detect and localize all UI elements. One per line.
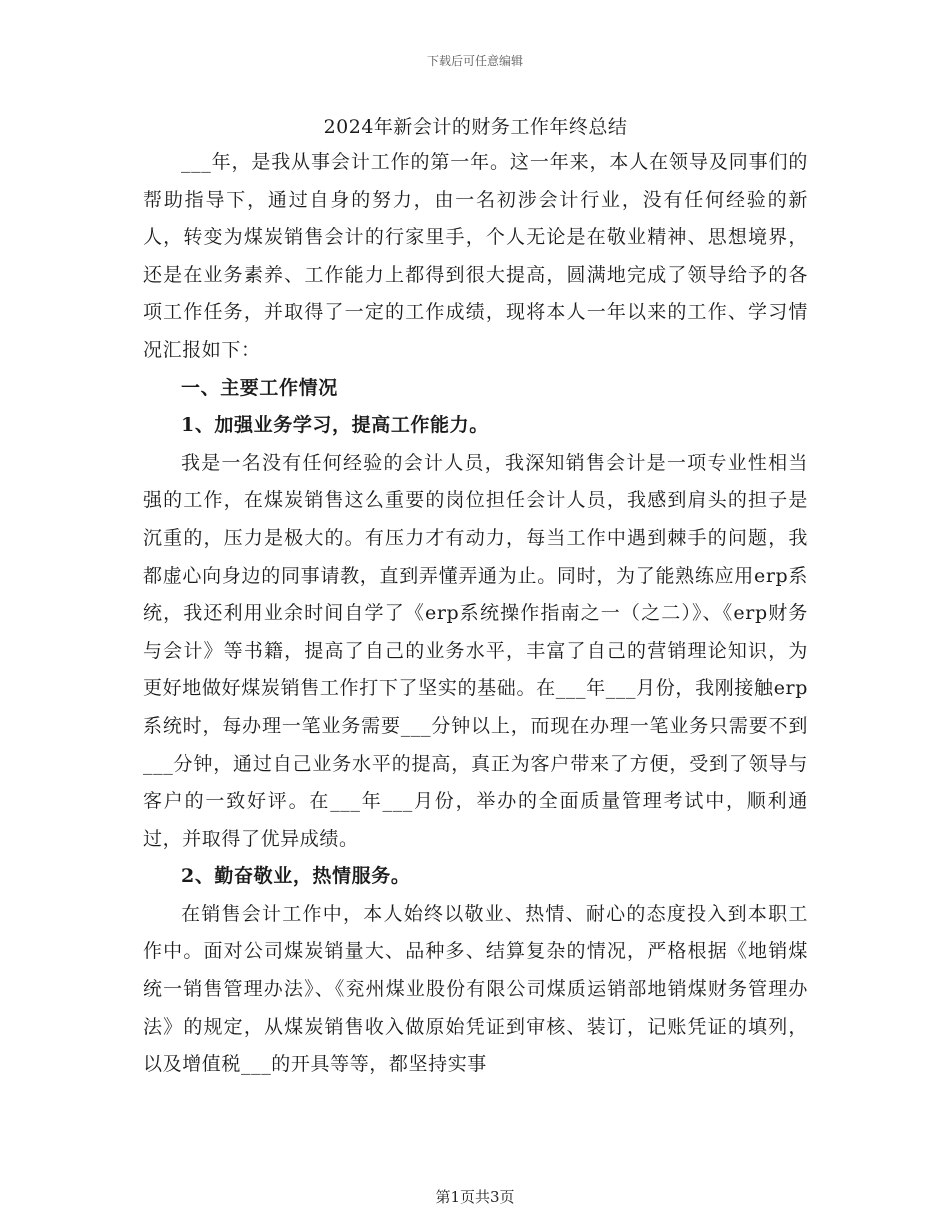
document-title: 2024年新会计的财务工作年终总结 <box>323 116 628 138</box>
subsection-paragraph-study: 我是一名没有任何经验的会计人员，我深知销售会计是一项专业性相当强的工作，在煤炭销售这么重要的岗位担任会计人员，我感到肩头的担子是沉重的，压力是极大的。有压力才有动力，每当工作中遇到棘手的问题，我都虚心向身边的同事请教，直到弄懂弄通为止。同时，为了能熟练应用erp系统，我还利用业余时间自学了《erp系统操作指南之一（之二）》、《erp财务与会计》等书籍，提高了自己的业务水平，丰富了自己的营销理论知识，为更好地做好煤炭销售工作打下了坚实的基础。在___年___月份，我刚接触erp系统时，每办理一笔业务需要___分钟以上，而现在办理一笔业务只需要不到___分钟，通过自己业务水平的提高，真正为客户带来了方便，受到了领导与客户的一致好评。在___年___月份，举办的全面质量管理考试中，顺利通过，并取得了优异成绩。 <box>143 451 808 850</box>
section-heading-main-work: 一、主要工作情况 <box>181 376 338 399</box>
header-note: 下载后可任意编辑 <box>426 54 523 68</box>
subsection-heading-service: 2、勤奋敬业，热情服务。 <box>181 865 411 888</box>
document-body <box>143 112 808 1084</box>
page-number-footer: 第1页共3页 <box>435 1188 515 1206</box>
subsection-paragraph-service: 在销售会计工作中，本人始终以敬业、热情、耐心的态度投入到本职工作中。面对公司煤炭销量大、品种多、结算复杂的情况，严格根据《地销煤统一销售管理办法》、《兖州煤业股份有限公司煤质运销部地销煤财务管理办法》的规定，从煤炭销售收入做原始凭证到审核、装订，记账凭证的填列，以及增值税___的开具等等，都坚持实事 <box>143 902 808 1076</box>
subsection-heading-study: 1、加强业务学习，提高工作能力。 <box>181 414 489 437</box>
intro-paragraph: ___年，是我从事会计工作的第一年。这一年来，本人在领导及同事们的帮助指导下，通过自身的努力，由一名初涉会计行业，没有任何经验的新人，转变为煤炭销售会计的行家里手，个人无论是在敬业精神、思想境界，还是在业务素养、工作能力上都得到很大提高，圆满地完成了领导给予的各项工作任务，并取得了一定的工作成绩，现将本人一年以来的工作、学习情况汇报如下： <box>143 151 808 361</box>
